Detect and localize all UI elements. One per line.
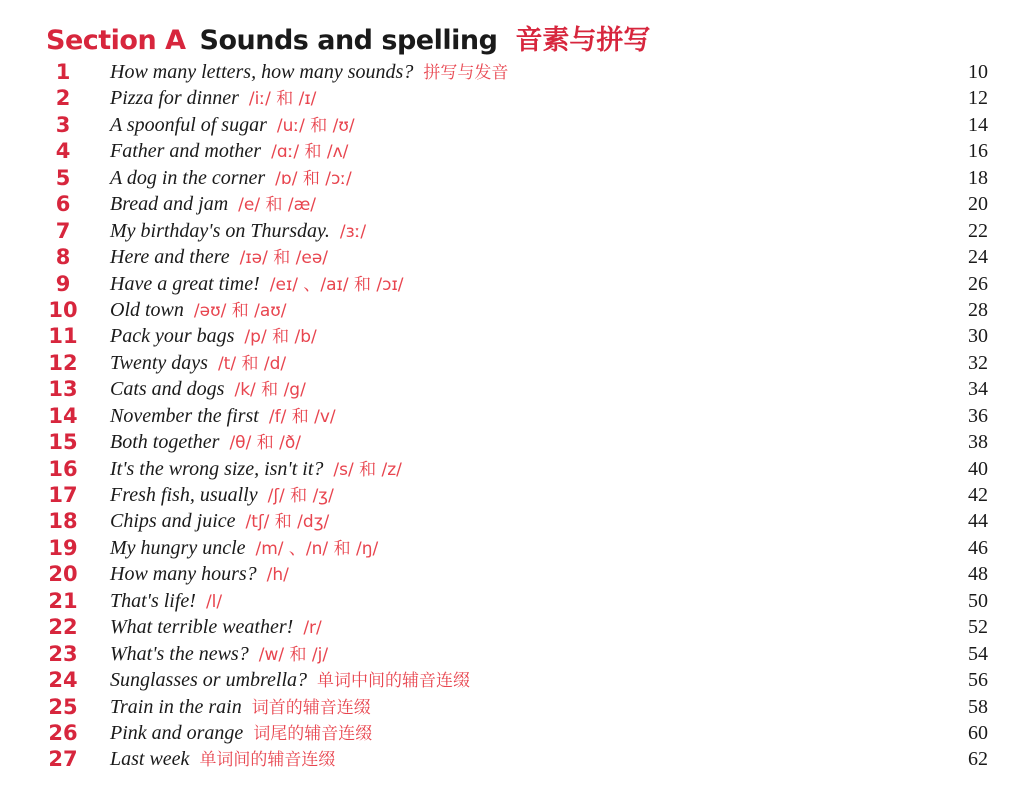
unit-number: 21 xyxy=(48,588,78,613)
toc-entry[interactable] xyxy=(0,694,1024,720)
toc-entry[interactable] xyxy=(0,244,1024,270)
toc-entry[interactable] xyxy=(0,614,1024,640)
unit-title: Fresh fish, usually xyxy=(110,484,258,506)
toc-entry[interactable] xyxy=(0,746,1024,772)
unit-entry xyxy=(110,429,301,457)
page-number: 62 xyxy=(968,748,988,771)
unit-number: 23 xyxy=(48,641,78,666)
toc-entry[interactable] xyxy=(0,720,1024,746)
unit-number: 3 xyxy=(55,112,71,137)
unit-number: 10 xyxy=(48,297,78,322)
unit-entry xyxy=(110,85,316,113)
unit-title: Have a great time! xyxy=(110,272,260,295)
unit-note: /p/ 和 /b/ xyxy=(244,327,317,348)
unit-note: /eɪ/ 、/aɪ/ 和 /ɔɪ/ xyxy=(269,274,404,295)
table-of-contents xyxy=(0,59,1024,773)
unit-note: /ɒ/ 和 /ɔː/ xyxy=(275,168,352,189)
unit-number: 14 xyxy=(48,403,78,428)
page-number: 34 xyxy=(968,378,988,401)
unit-number: 27 xyxy=(48,747,78,772)
unit-entry xyxy=(110,614,322,642)
unit-entry xyxy=(110,482,334,510)
unit-note: 单词间的辅音连缀 xyxy=(199,750,336,771)
toc-entry[interactable] xyxy=(0,376,1024,402)
unit-entry xyxy=(110,694,371,722)
page-number: 28 xyxy=(968,298,988,321)
unit-entry xyxy=(110,403,336,431)
section-title-chinese: 音素与拼写 xyxy=(515,25,651,56)
unit-note: /ɜː/ xyxy=(339,221,367,242)
toc-entry[interactable] xyxy=(0,429,1024,455)
unit-entry xyxy=(110,508,329,536)
section-heading xyxy=(46,18,650,56)
unit-number: 22 xyxy=(48,615,78,640)
unit-number: 17 xyxy=(48,483,78,507)
toc-entry[interactable] xyxy=(0,191,1024,217)
unit-number: 1 xyxy=(55,60,71,84)
page-number: 38 xyxy=(968,431,988,454)
unit-entry xyxy=(110,138,348,166)
page-number: 10 xyxy=(968,61,988,83)
page-number: 48 xyxy=(968,563,988,586)
section-title: Sounds and spelling xyxy=(199,25,498,56)
unit-note: /e/ 和 /æ/ xyxy=(238,195,317,216)
unit-number: 13 xyxy=(48,377,78,402)
unit-note: /f/ 和 /v/ xyxy=(268,406,336,427)
toc-entry[interactable] xyxy=(0,138,1024,164)
unit-number: 9 xyxy=(55,271,71,296)
unit-number: 19 xyxy=(48,535,78,560)
unit-note: /iː/ 和 /ɪ/ xyxy=(248,89,317,110)
unit-entry xyxy=(110,297,287,325)
unit-number: 26 xyxy=(48,720,78,745)
unit-title: My birthday's on Thursday. xyxy=(110,219,330,242)
toc-entry[interactable] xyxy=(0,85,1024,111)
unit-number: 15 xyxy=(48,430,78,455)
toc-entry[interactable] xyxy=(0,271,1024,297)
unit-title: Pink and orange xyxy=(110,721,244,744)
unit-entry xyxy=(110,165,352,193)
unit-number: 2 xyxy=(55,86,71,111)
toc-entry[interactable] xyxy=(0,667,1024,693)
unit-entry xyxy=(110,323,317,351)
unit-title: Old town xyxy=(110,298,184,321)
unit-title: Sunglasses or umbrella? xyxy=(110,669,308,692)
unit-note: /w/ 和 /j/ xyxy=(258,644,329,665)
unit-title: Last week xyxy=(110,748,190,771)
unit-title: November the first xyxy=(110,404,259,427)
unit-note: /tʃ/ 和 /dʒ/ xyxy=(245,512,330,533)
unit-note: /uː/ 和 /ʊ/ xyxy=(276,115,355,136)
unit-entry xyxy=(110,112,355,140)
toc-entry[interactable] xyxy=(0,508,1024,534)
unit-title: Twenty days xyxy=(110,351,208,374)
toc-entry[interactable] xyxy=(0,165,1024,191)
unit-entry xyxy=(110,641,328,669)
unit-title: How many letters, how many sounds? xyxy=(110,61,414,83)
unit-entry xyxy=(110,191,316,219)
page-number: 20 xyxy=(968,193,988,216)
toc-entry[interactable] xyxy=(0,456,1024,482)
unit-entry xyxy=(110,271,404,299)
unit-title: Both together xyxy=(110,431,220,454)
page-number: 26 xyxy=(968,272,988,295)
unit-note: /k/ 和 /g/ xyxy=(234,380,306,401)
unit-number: 5 xyxy=(55,165,71,190)
unit-number: 8 xyxy=(55,245,71,270)
unit-title: Pizza for dinner xyxy=(110,87,239,110)
unit-number: 12 xyxy=(48,350,78,375)
page-number: 40 xyxy=(968,457,988,480)
unit-title: A dog in the corner xyxy=(110,166,266,189)
page-number: 42 xyxy=(968,484,988,506)
unit-note: /ɪə/ 和 /eə/ xyxy=(239,248,329,269)
unit-title: Father and mother xyxy=(110,140,262,163)
page-number: 18 xyxy=(968,166,988,189)
page-number: 54 xyxy=(968,642,988,665)
page-number: 22 xyxy=(968,219,988,242)
unit-entry xyxy=(110,350,286,378)
unit-note: /r/ xyxy=(303,618,322,639)
unit-number: 16 xyxy=(48,456,78,481)
unit-title: Pack your bags xyxy=(110,325,235,348)
page-number: 24 xyxy=(968,246,988,269)
unit-title: Chips and juice xyxy=(110,510,236,533)
unit-title: That's life! xyxy=(110,589,196,612)
unit-number: 18 xyxy=(48,509,78,534)
unit-title: My hungry uncle xyxy=(110,536,246,559)
unit-number: 11 xyxy=(48,324,78,349)
unit-entry xyxy=(110,588,222,616)
section-label: Section A xyxy=(46,25,186,56)
unit-title: What terrible weather! xyxy=(110,616,294,639)
unit-note: /m/ 、/n/ 和 /ŋ/ xyxy=(255,538,379,559)
page-number: 44 xyxy=(968,510,988,533)
unit-entry xyxy=(110,720,372,748)
unit-note: 拼写与发音 xyxy=(423,63,509,83)
unit-note: /s/ 和 /z/ xyxy=(333,459,402,480)
unit-number: 20 xyxy=(48,562,78,587)
page-number: 14 xyxy=(968,113,988,136)
page-number: 12 xyxy=(968,87,988,110)
unit-note: 单词中间的辅音连缀 xyxy=(317,671,471,692)
unit-number: 7 xyxy=(55,218,71,243)
unit-entry xyxy=(110,59,508,87)
unit-number: 25 xyxy=(48,694,78,719)
unit-note: /l/ xyxy=(205,591,223,612)
unit-number: 24 xyxy=(48,668,78,693)
unit-title: Cats and dogs xyxy=(110,378,225,401)
unit-entry xyxy=(110,218,366,246)
page-number: 58 xyxy=(968,695,988,718)
toc-entry[interactable] xyxy=(0,403,1024,429)
unit-entry xyxy=(110,456,402,484)
toc-entry[interactable] xyxy=(0,112,1024,138)
toc-entry[interactable] xyxy=(0,323,1024,349)
page-number: 52 xyxy=(968,616,988,639)
unit-note: /h/ xyxy=(266,565,289,586)
toc-entry[interactable] xyxy=(0,588,1024,614)
unit-number: 6 xyxy=(55,192,71,217)
unit-entry xyxy=(110,667,470,695)
unit-note: 词首的辅音连缀 xyxy=(251,697,371,718)
page-number: 32 xyxy=(968,351,988,374)
unit-title: How many hours? xyxy=(110,563,257,586)
unit-entry xyxy=(110,561,289,589)
unit-title: It's the wrong size, isn't it? xyxy=(110,457,324,480)
page-number: 16 xyxy=(968,140,988,163)
toc-entry[interactable] xyxy=(0,561,1024,587)
page-number: 50 xyxy=(968,589,988,612)
toc-entry[interactable] xyxy=(0,535,1024,561)
unit-entry xyxy=(110,376,306,404)
unit-note: /t/ 和 /d/ xyxy=(217,353,287,374)
unit-entry xyxy=(110,244,328,272)
toc-entry[interactable] xyxy=(0,218,1024,244)
toc-entry[interactable] xyxy=(0,297,1024,323)
page-number: 56 xyxy=(968,669,988,692)
unit-note: /ɑː/ 和 /ʌ/ xyxy=(271,142,349,163)
page-number: 36 xyxy=(968,404,988,427)
page-number: 30 xyxy=(968,325,988,348)
unit-entry xyxy=(110,535,378,563)
unit-title: What's the news? xyxy=(110,642,249,665)
unit-entry xyxy=(110,746,335,774)
toc-entry[interactable] xyxy=(0,641,1024,667)
unit-title: Train in the rain xyxy=(110,695,242,718)
page-number: 46 xyxy=(968,536,988,559)
toc-entry[interactable] xyxy=(0,350,1024,376)
unit-note: /ʃ/ 和 /ʒ/ xyxy=(267,486,334,506)
unit-note: /θ/ 和 /ð/ xyxy=(229,433,301,454)
unit-title: A spoonful of sugar xyxy=(110,113,267,136)
unit-note: /əʊ/ 和 /aʊ/ xyxy=(193,300,287,321)
unit-number: 4 xyxy=(55,139,71,164)
unit-title: Here and there xyxy=(110,246,230,269)
page-number: 60 xyxy=(968,721,988,744)
unit-note: 词尾的辅音连缀 xyxy=(253,723,373,744)
unit-title: Bread and jam xyxy=(110,193,229,216)
toc-entry[interactable] xyxy=(0,482,1024,508)
toc-entry[interactable] xyxy=(0,59,1024,85)
